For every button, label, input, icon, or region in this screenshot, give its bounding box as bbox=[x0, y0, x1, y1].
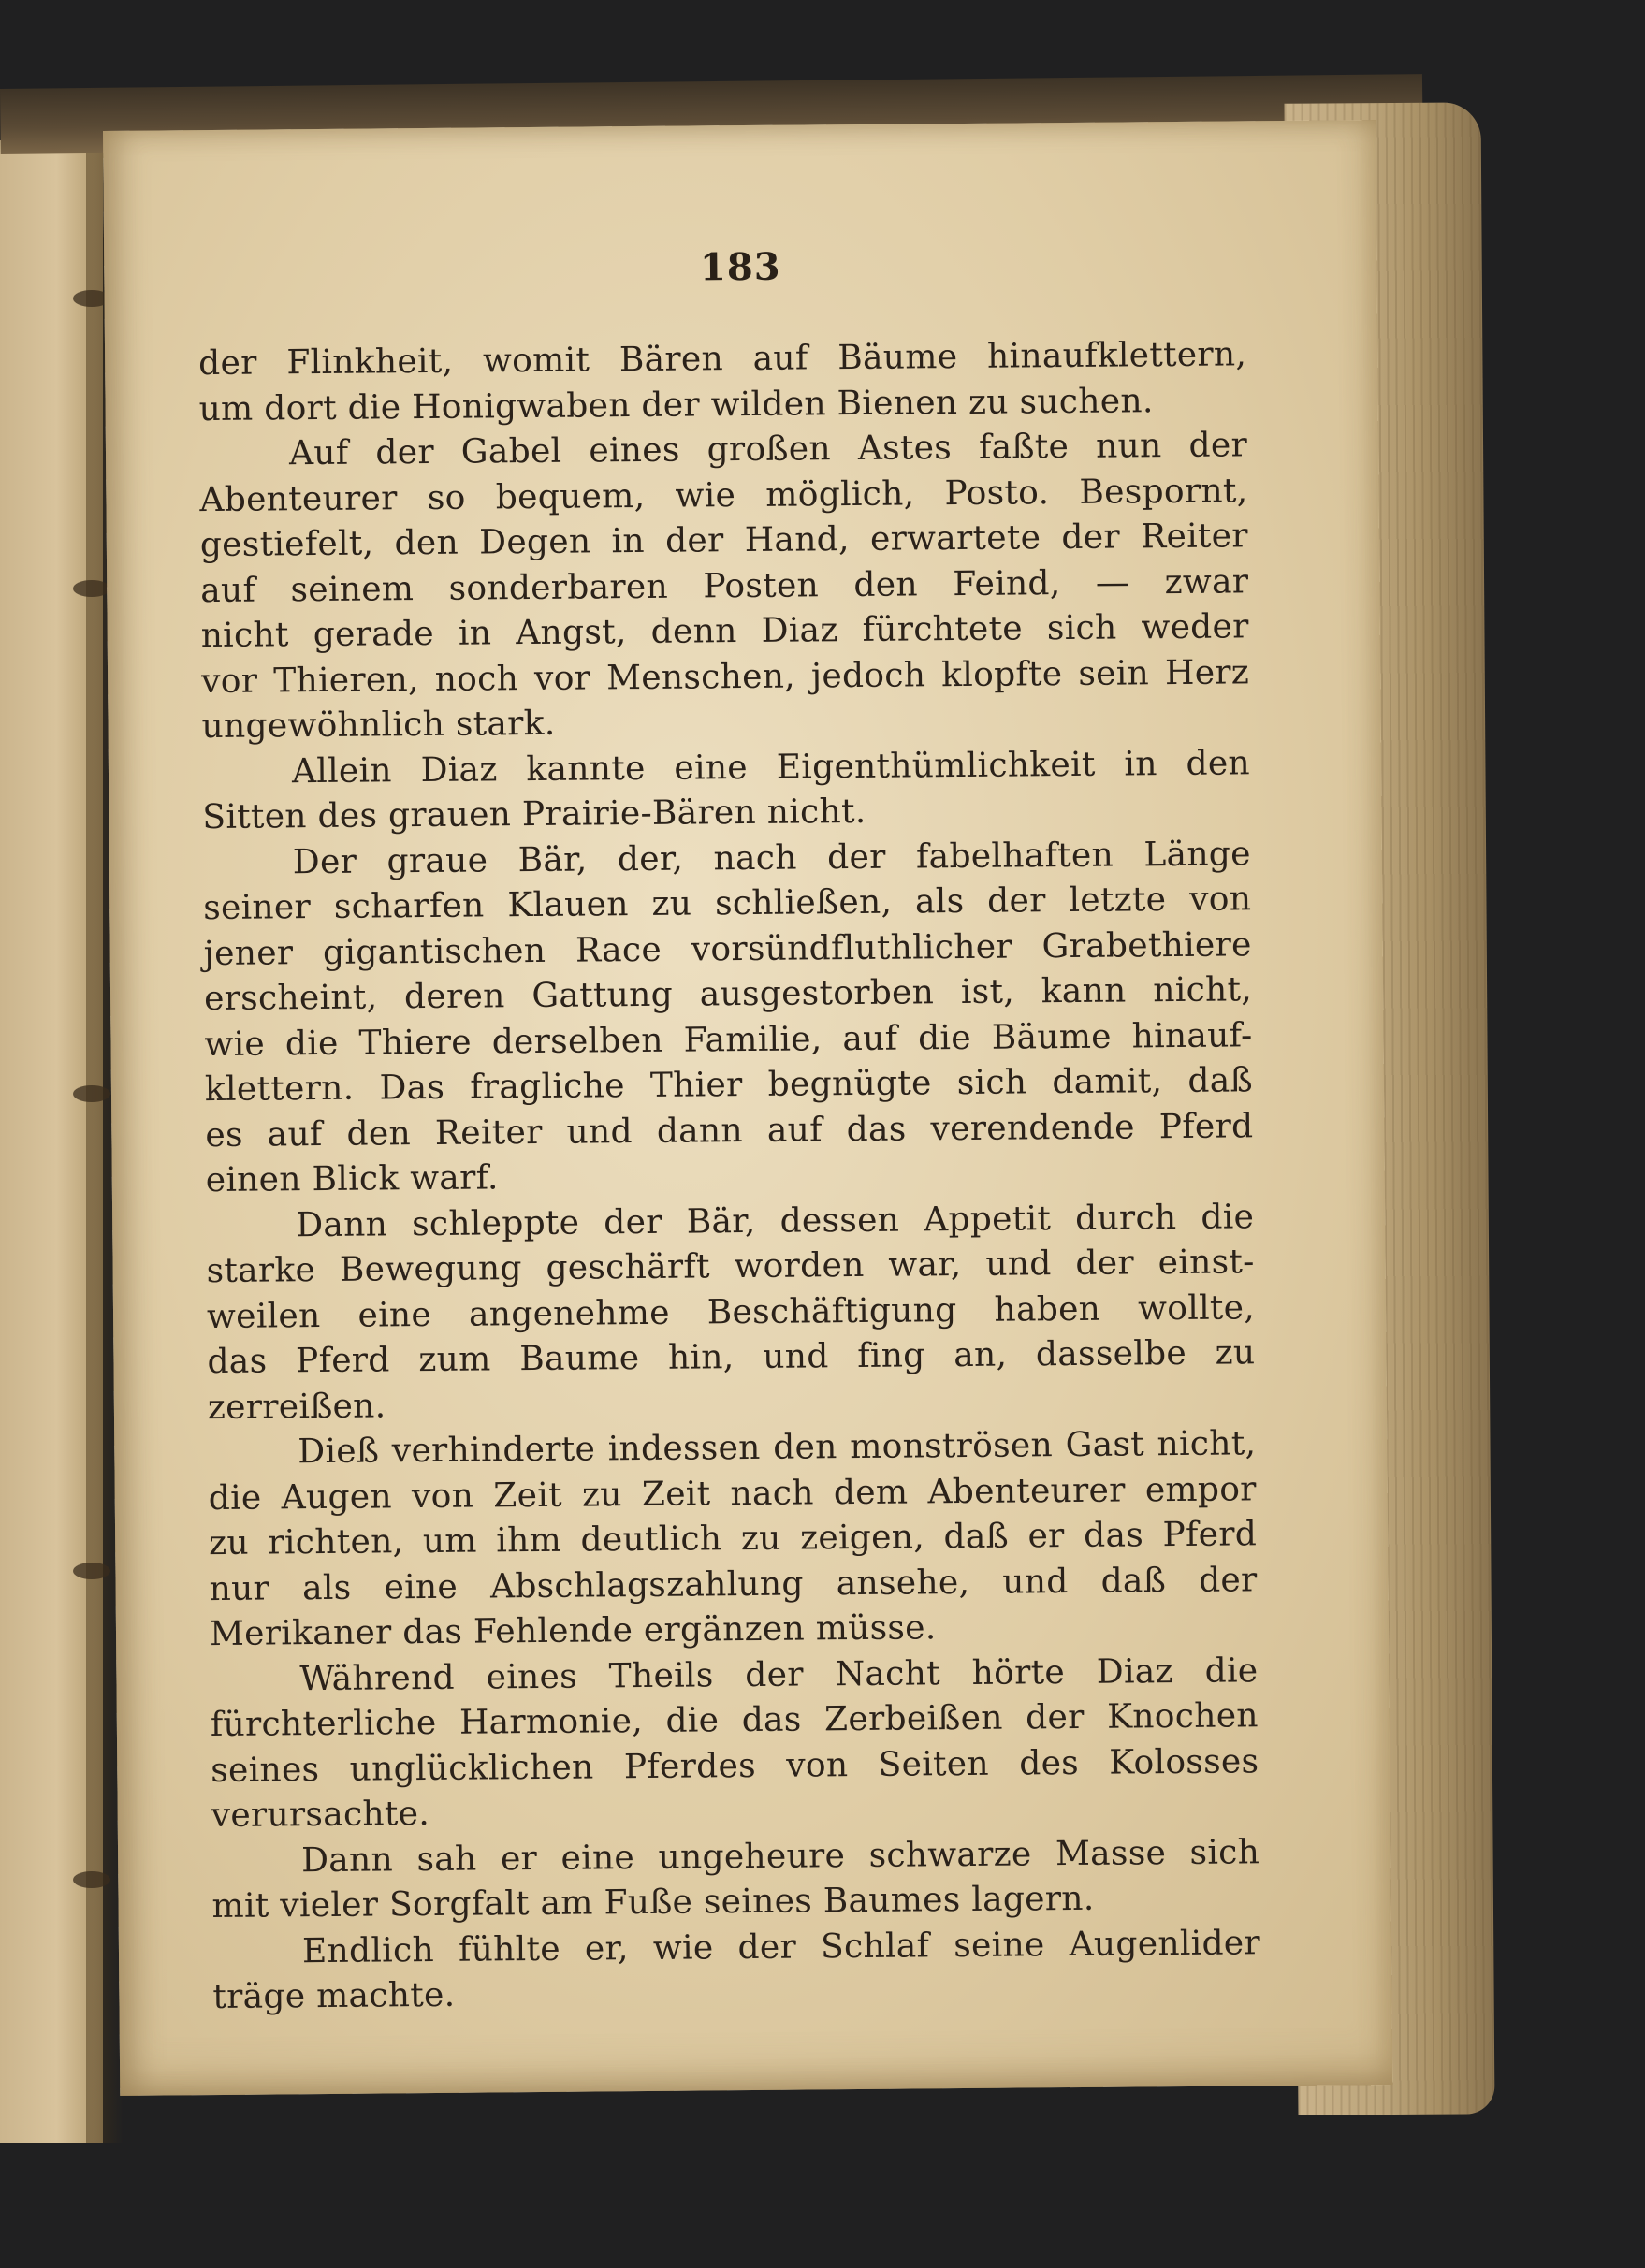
text-line: auf seinem sonderbaren Posten den Feind, — zwar bbox=[200, 561, 1249, 610]
text-line: Während eines Theils der Nacht hörte Diaz die bbox=[299, 1650, 1259, 1698]
text-line: Merikaner das Fehlende ergänzen müsse. bbox=[209, 1608, 937, 1654]
binding-stitch bbox=[73, 1563, 110, 1579]
text-line: Dann sah er eine ungeheure schwarze Masse sich bbox=[300, 1832, 1260, 1880]
text-line: jener gigantischen Race vorsündfluthlicher Grabethiere bbox=[203, 924, 1252, 973]
body-text bbox=[198, 332, 1261, 2020]
text-line: mit vieler Sorgfalt am Fuße seines Baumes lagern. bbox=[211, 1879, 1095, 1926]
text-line: um dort die Honigwaben der wilden Bienen zu suchen. bbox=[198, 381, 1154, 429]
text-line: Dieß verhinderte indessen den monströsen Gast nicht, bbox=[298, 1424, 1257, 1472]
text-line: starke Bewegung geschärft worden war, und der einst- bbox=[206, 1243, 1255, 1291]
text-line: Allein Diaz kannte eine Eigenthümlichkeit in den bbox=[291, 743, 1251, 791]
text-line: vor Thieren, noch vor Menschen, jedoch klopfte sein Herz bbox=[200, 652, 1250, 701]
text-line: Abenteurer so bequem, wie möglich, Posto. Bespornt, bbox=[199, 471, 1248, 519]
text-line: wie die Thiere derselben Familie, auf die Bäume hinauf- bbox=[204, 1015, 1253, 1064]
text-line: es auf den Reiter und dann auf das verendende Pferd bbox=[205, 1106, 1254, 1155]
binding-stitch bbox=[73, 580, 110, 597]
page-number: 183 bbox=[699, 244, 781, 290]
text-line: Sitten des grauen Prairie-Bären nicht. bbox=[202, 792, 866, 837]
text-line: zerreißen. bbox=[207, 1386, 386, 1427]
text-line: Dann schleppte der Bär, dessen Appetit durch die bbox=[296, 1197, 1255, 1244]
book-page bbox=[103, 120, 1392, 2096]
binding-stitch bbox=[73, 1871, 110, 1888]
text-line: fürchterliche Harmonie, die das Zerbeißen der Knochen bbox=[210, 1696, 1259, 1745]
text-line: ungewöhnlich stark. bbox=[201, 704, 556, 747]
text-line: klettern. Das fragliche Thier begnügte sich damit, daß bbox=[204, 1061, 1254, 1110]
text-line: einen Blick warf. bbox=[205, 1158, 499, 1200]
text-line: weilen eine angenehme Beschäftigung haben wollte, bbox=[206, 1287, 1256, 1336]
text-line: zu richten, um ihm deutlich zu zeigen, daß er das Pferd bbox=[208, 1515, 1258, 1563]
text-line: seiner scharfen Klauen zu schließen, als der letzte von bbox=[203, 880, 1252, 928]
text-line: die Augen von Zeit zu Zeit nach dem Abenteurer empor bbox=[208, 1469, 1257, 1518]
text-line: Der graue Bär, der, nach der fabelhaften Länge bbox=[292, 834, 1251, 881]
text-line: nur als eine Abschlagszahlung ansehe, und daß der bbox=[209, 1560, 1258, 1608]
text-line: Auf der Gabel eines großen Astes faßte nun der bbox=[288, 426, 1248, 473]
text-line: gestiefelt, den Degen in der Hand, erwartete der Reiter bbox=[199, 516, 1249, 565]
text-line: seines unglücklichen Pferdes von Seiten des Kolosses bbox=[211, 1741, 1259, 1790]
text-line: verursachte. bbox=[211, 1795, 430, 1836]
text-line: träge machte. bbox=[212, 1975, 456, 2017]
text-line: der Flinkheit, womit Bären auf Bäume hinaufklettern, bbox=[197, 335, 1247, 384]
text-line: erscheint, deren Gattung ausgestorben ist, kann nicht, bbox=[203, 970, 1253, 1019]
text-line: das Pferd zum Baume hin, und fing an, dasselbe zu bbox=[207, 1333, 1256, 1382]
text-line: nicht gerade in Angst, denn Diaz fürchtete sich weder bbox=[200, 607, 1249, 656]
binding-stitch bbox=[73, 1085, 110, 1102]
text-line: Endlich fühlte er, wie der Schlaf seine Augenlider bbox=[301, 1923, 1261, 1970]
